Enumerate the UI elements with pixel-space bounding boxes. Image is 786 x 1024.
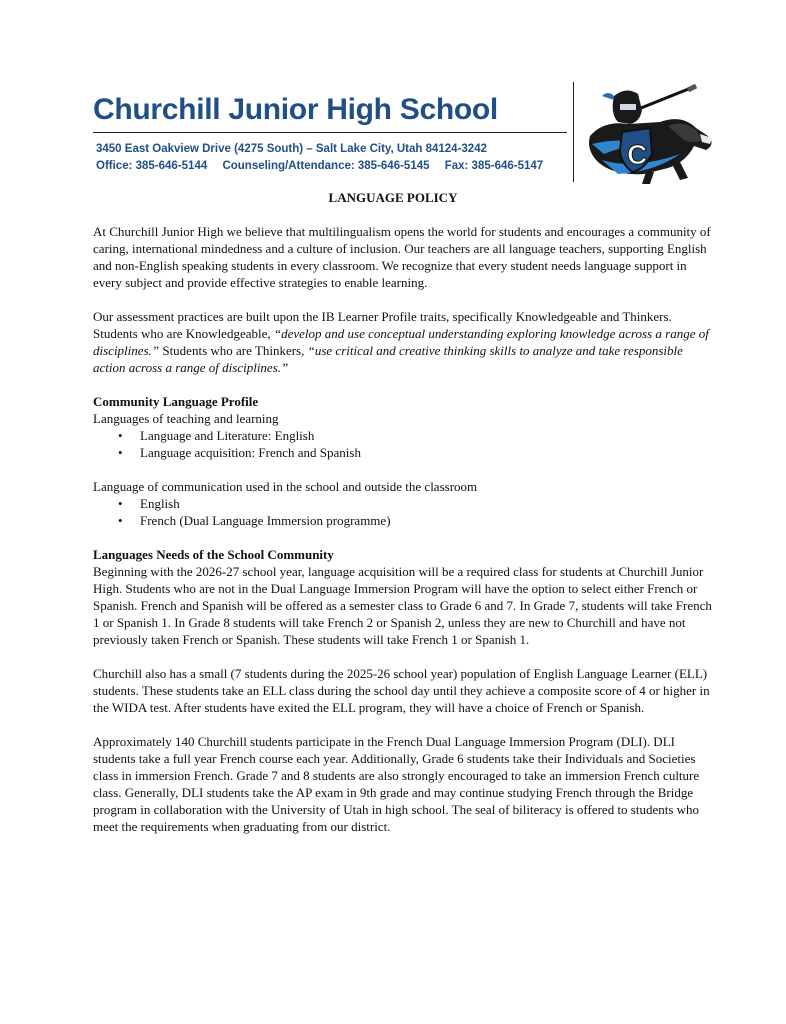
needs-paragraph-2: Churchill also has a small (7 students during the 2025-26 school year) population of English Language Learner (ELL) students. These students take an ELL class during the school day until they achieve a composite score of 4 or higher in the WIDA test. After students have exited the ELL program, they will have a choice of French or Spanish. (93, 666, 710, 715)
list-item: • Language acquisition: French and Spanish (140, 444, 713, 461)
community-profile-heading: Community Language Profile (93, 394, 259, 409)
list-item: • Language and Literature: English (140, 427, 713, 444)
assessment-paragraph (93, 308, 713, 376)
office-phone: Office: 385-646-5144 (96, 160, 208, 172)
contact-line (96, 159, 555, 173)
list-item: • French (Dual Language Immersion programme) (140, 512, 713, 529)
needs-paragraph-3: Approximately 140 Churchill students participate in the French Dual Language Immersion Program (DLI). DLI students take a full year French course each year. Additionally, Grade 6 students take their Individuals and Societies class in immersion French. Grade 7 and 8 students are also strongly encouraged to take an immersion French culture class. Generally, DLI students take the AP exam in 9th grade and may continue studying French through the Bridge program in collaboration with the University of Utah in high school. The seal of biliteracy is offered to students who meet the requirements when graduating from our district. (93, 734, 700, 834)
assessment-text-2: Students who are Thinkers, (159, 343, 308, 358)
language-needs-heading: Languages Needs of the School Community (93, 547, 334, 562)
thinkers-quote: “use critical and creative thinking skills to analyze and take responsible action across a range of disciplines.” (93, 343, 683, 375)
school-address: 3450 East Oakview Drive (4275 South) – Salt Lake City, Utah 84124-3242 (96, 143, 487, 155)
assessment-text-1: Our assessment practices are built upon the IB Learner Profile traits, specifically Knowledgeable and Thinkers. Students who are Knowledgeable, (93, 309, 672, 341)
churchill-knight-logo (584, 84, 724, 186)
teaching-languages-list (93, 427, 713, 461)
teaching-languages-label: Languages of teaching and learning (93, 411, 279, 426)
svg-text:C: C (627, 139, 648, 170)
communication-languages-list (93, 495, 713, 529)
list-item: • English (140, 495, 713, 512)
document-title: LANGUAGE POLICY (328, 190, 458, 205)
communication-languages-label: Language of communication used in the school and outside the classroom (93, 479, 478, 494)
counseling-phone: Counseling/Attendance: 385-646-5145 (222, 160, 430, 172)
intro-paragraph: At Churchill Junior High we believe that multilingualism opens the world for students and encourages a community of caring, international mindedness and a culture of inclusion. Our teachers are all language teachers, supporting English and non-English speaking students in every classroom. We recognize that every student needs language support in every subject and provide effective strategies to enable learning. (93, 224, 711, 290)
header-divider (93, 132, 567, 133)
needs-paragraph-1: Beginning with the 2026-27 school year, language acquisition will be a required class for students at Churchill Junior High. Students who are not in the Dual Language Immersion Program will have the option to select either French or Spanish. French and Spanish will be offered as a semester class to Grade 6 and 7. In Grade 7, students will take French 1 or Spanish 1. In Grade 8 students will take French 2 or Spanish 2, unless they are new to Churchill and have not previously taken French or Spanish. These students will take French 1 or Spanish 1. (93, 564, 712, 647)
header-vertical-divider (573, 82, 574, 182)
fax-number: Fax: 385-646-5147 (444, 160, 544, 172)
document-body (93, 223, 713, 852)
school-name: Churchill Junior High School (93, 93, 498, 126)
knowledgeable-quote: “develop and use conceptual understanding exploring knowledge across a range of disciplines.” (93, 326, 709, 358)
